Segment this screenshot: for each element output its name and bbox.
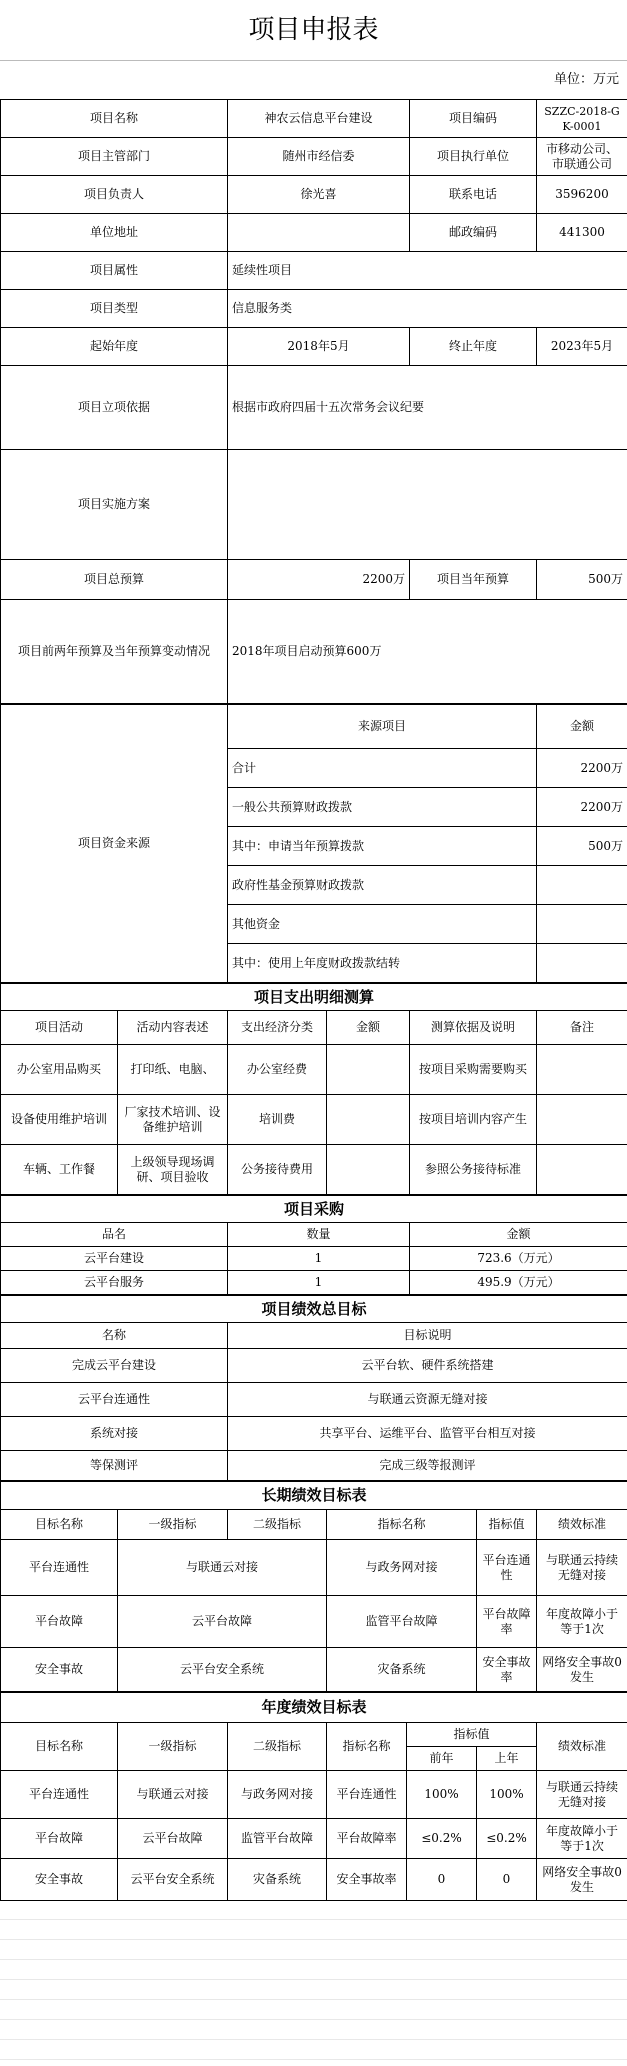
expense-header: 活动内容表述 [118, 1011, 228, 1045]
funding-row-amount: 2200万 [537, 788, 627, 827]
code-label: 项目编码 [410, 100, 537, 138]
annual-cell: 年度故障小于等于1次 [537, 1819, 627, 1859]
expense-cell: 办公室用品购买 [1, 1045, 118, 1095]
annual-cell: 安全事故率 [327, 1859, 407, 1901]
expense-header: 测算依据及说明 [410, 1011, 537, 1045]
exec-value: 市移动公司、市联通公司 [537, 138, 627, 176]
goals-cell: 共享平台、运维平台、监管平台相互对接 [228, 1417, 627, 1451]
leader-value: 徐光喜 [228, 176, 410, 214]
budget-value: 2200万 [228, 560, 410, 600]
year-budget-value: 500万 [537, 560, 627, 600]
attr-label: 项目属性 [1, 252, 228, 290]
expense-cell: 参照公务接待标准 [410, 1145, 537, 1195]
purchase-header: 金额 [410, 1223, 627, 1247]
goals-title: 项目绩效总目标 [1, 1296, 627, 1323]
dept-label: 项目主管部门 [1, 138, 228, 176]
funding-row-source: 其他资金 [228, 905, 537, 944]
expense-cell: 培训费 [228, 1095, 327, 1145]
annual-cell: 云平台故障 [118, 1819, 228, 1859]
long-term-header: 一级指标 [118, 1510, 228, 1540]
change-label: 项目前两年预算及当年预算变动情况 [1, 600, 228, 704]
expense-cell: 按项目培训内容产生 [410, 1095, 537, 1145]
phone-label: 联系电话 [410, 176, 537, 214]
annual-header: 绩效标准 [537, 1723, 627, 1771]
purchase-table [0, 1195, 627, 1295]
funding-row-source: 其中：使用上年度财政拨款结转 [228, 944, 537, 983]
expense-cell: 厂家技术培训、设备维护培训 [118, 1095, 228, 1145]
expense-header: 金额 [327, 1011, 410, 1045]
long-term-cell: 与政务网对接 [327, 1540, 477, 1596]
name-value: 神农云信息平台建设 [228, 100, 410, 138]
expense-cell [537, 1095, 627, 1145]
annual-header: 目标名称 [1, 1723, 118, 1771]
annual-cell: 平台故障 [1, 1819, 118, 1859]
expense-cell: 按项目采购需要购买 [410, 1045, 537, 1095]
long-term-cell: 平台连通性 [1, 1540, 118, 1596]
expense-cell: 公务接待费用 [228, 1145, 327, 1195]
long-term-title: 长期绩效目标表 [1, 1482, 627, 1510]
annual-cell: 0 [477, 1859, 537, 1901]
long-term-header: 绩效标准 [537, 1510, 627, 1540]
annual-cell: 网络安全事故0发生 [537, 1859, 627, 1901]
end-label: 终止年度 [410, 328, 537, 366]
goals-table [0, 1295, 627, 1481]
funding-table [0, 704, 627, 983]
purchase-cell: 495.9（万元） [410, 1271, 627, 1295]
annual-header: 一级指标 [118, 1723, 228, 1771]
unit-label: 单位：万元 [0, 60, 627, 99]
plan-value [228, 450, 627, 560]
purchase-header: 品名 [1, 1223, 228, 1247]
annual-cell: 云平台安全系统 [118, 1859, 228, 1901]
purchase-cell: 723.6（万元） [410, 1247, 627, 1271]
expense-cell: 打印纸、电脑、 [118, 1045, 228, 1095]
goals-cell: 等保测评 [1, 1451, 228, 1481]
goals-header: 名称 [1, 1323, 228, 1349]
long-term-cell: 平台故障 [1, 1596, 118, 1648]
annual-cell: 灾备系统 [228, 1859, 327, 1901]
annual-cell: 平台连通性 [1, 1771, 118, 1819]
annual-cell: 与政务网对接 [228, 1771, 327, 1819]
funding-row-amount: 500万 [537, 827, 627, 866]
annual-cell: 与联通云对接 [118, 1771, 228, 1819]
page-title: 项目申报表 [0, 0, 627, 60]
annual-title: 年度绩效目标表 [1, 1693, 627, 1723]
funding-row-source: 一般公共预算财政拨款 [228, 788, 537, 827]
annual-header: 指标名称 [327, 1723, 407, 1771]
annual-header: 二级指标 [228, 1723, 327, 1771]
long-term-cell: 与联通云对接 [118, 1540, 327, 1596]
post-value: 441300 [537, 214, 627, 252]
exec-label: 项目执行单位 [410, 138, 537, 176]
funding-header-amount: 金额 [537, 705, 627, 749]
expense-cell: 上级领导现场调研、项目验收 [118, 1145, 228, 1195]
long-term-header: 指标名称 [327, 1510, 477, 1540]
info-table [0, 99, 627, 704]
funding-row-amount [537, 944, 627, 983]
long-term-cell: 网络安全事故0发生 [537, 1648, 627, 1692]
annual-cell: ≤0.2% [407, 1819, 477, 1859]
purchase-cell: 1 [228, 1247, 410, 1271]
dept-value: 随州市经信委 [228, 138, 410, 176]
purchase-cell: 云平台建设 [1, 1247, 228, 1271]
annual-cell: 监管平台故障 [228, 1819, 327, 1859]
annual-subheader: 前年 [407, 1747, 477, 1771]
attr-value: 延续性项目 [228, 252, 627, 290]
long-term-cell: 监管平台故障 [327, 1596, 477, 1648]
long-term-table [0, 1481, 627, 1692]
annual-cell: 安全事故 [1, 1859, 118, 1901]
long-term-cell: 安全事故率 [477, 1648, 537, 1692]
goals-cell: 与联通云资源无缝对接 [228, 1383, 627, 1417]
long-term-header: 指标值 [477, 1510, 537, 1540]
addr-value [228, 214, 410, 252]
expense-cell: 车辆、工作餐 [1, 1145, 118, 1195]
annual-cell: 100% [477, 1771, 537, 1819]
funding-row-amount [537, 866, 627, 905]
annual-cell: 与联通云持续无缝对接 [537, 1771, 627, 1819]
funding-header-source: 来源项目 [228, 705, 537, 749]
long-term-cell: 平台连通性 [477, 1540, 537, 1596]
goals-cell: 系统对接 [1, 1417, 228, 1451]
expense-header: 备注 [537, 1011, 627, 1045]
funding-label: 项目资金来源 [1, 705, 228, 983]
long-term-cell: 云平台故障 [118, 1596, 327, 1648]
start-value: 2018年5月 [228, 328, 410, 366]
name-label: 项目名称 [1, 100, 228, 138]
funding-row-source: 合计 [228, 749, 537, 788]
expense-cell [327, 1045, 410, 1095]
expense-table [0, 983, 627, 1195]
funding-row-amount: 2200万 [537, 749, 627, 788]
long-term-header: 目标名称 [1, 1510, 118, 1540]
long-term-cell: 灾备系统 [327, 1648, 477, 1692]
annual-cell: 0 [407, 1859, 477, 1901]
funding-row-amount [537, 905, 627, 944]
post-label: 邮政编码 [410, 214, 537, 252]
annual-cell: 平台连通性 [327, 1771, 407, 1819]
annual-subheader: 上年 [477, 1747, 537, 1771]
phone-value: 3596200 [537, 176, 627, 214]
purchase-header: 数量 [228, 1223, 410, 1247]
expense-title: 项目支出明细测算 [1, 984, 627, 1011]
long-term-header: 二级指标 [228, 1510, 327, 1540]
long-term-cell: 云平台安全系统 [118, 1648, 327, 1692]
type-label: 项目类型 [1, 290, 228, 328]
goals-cell: 完成云平台建设 [1, 1349, 228, 1383]
addr-label: 单位地址 [1, 214, 228, 252]
annual-header: 指标值 [407, 1723, 537, 1747]
expense-cell: 设备使用维护培训 [1, 1095, 118, 1145]
start-label: 起始年度 [1, 328, 228, 366]
funding-row-source: 其中：申请当年预算拨款 [228, 827, 537, 866]
leader-label: 项目负责人 [1, 176, 228, 214]
annual-cell: ≤0.2% [477, 1819, 537, 1859]
annual-cell: 平台故障率 [327, 1819, 407, 1859]
expense-header: 支出经济分类 [228, 1011, 327, 1045]
goals-header: 目标说明 [228, 1323, 627, 1349]
year-budget-label: 项目当年预算 [410, 560, 537, 600]
code-value: SZZC-2018-GK-0001 [537, 100, 627, 138]
goals-cell: 云平台连通性 [1, 1383, 228, 1417]
basis-label: 项目立项依据 [1, 366, 228, 450]
budget-label: 项目总预算 [1, 560, 228, 600]
funding-row-source: 政府性基金预算财政拨款 [228, 866, 537, 905]
expense-cell: 办公室经费 [228, 1045, 327, 1095]
long-term-cell: 与联通云持续无缝对接 [537, 1540, 627, 1596]
long-term-cell: 安全事故 [1, 1648, 118, 1692]
basis-value: 根据市政府四届十五次常务会议纪要 [228, 366, 627, 450]
purchase-cell: 1 [228, 1271, 410, 1295]
purchase-cell: 云平台服务 [1, 1271, 228, 1295]
expense-cell [537, 1145, 627, 1195]
long-term-cell: 年度故障小于等于1次 [537, 1596, 627, 1648]
purchase-title: 项目采购 [1, 1196, 627, 1223]
plan-label: 项目实施方案 [1, 450, 228, 560]
end-value: 2023年5月 [537, 328, 627, 366]
annual-cell: 100% [407, 1771, 477, 1819]
annual-table [0, 1692, 627, 1901]
type-value: 信息服务类 [228, 290, 627, 328]
expense-cell [327, 1145, 410, 1195]
expense-header: 项目活动 [1, 1011, 118, 1045]
goals-cell: 云平台软、硬件系统搭建 [228, 1349, 627, 1383]
long-term-cell: 平台故障率 [477, 1596, 537, 1648]
change-value: 2018年项目启动预算600万 [228, 600, 627, 704]
expense-cell [327, 1095, 410, 1145]
expense-cell [537, 1045, 627, 1095]
goals-cell: 完成三级等报测评 [228, 1451, 627, 1481]
